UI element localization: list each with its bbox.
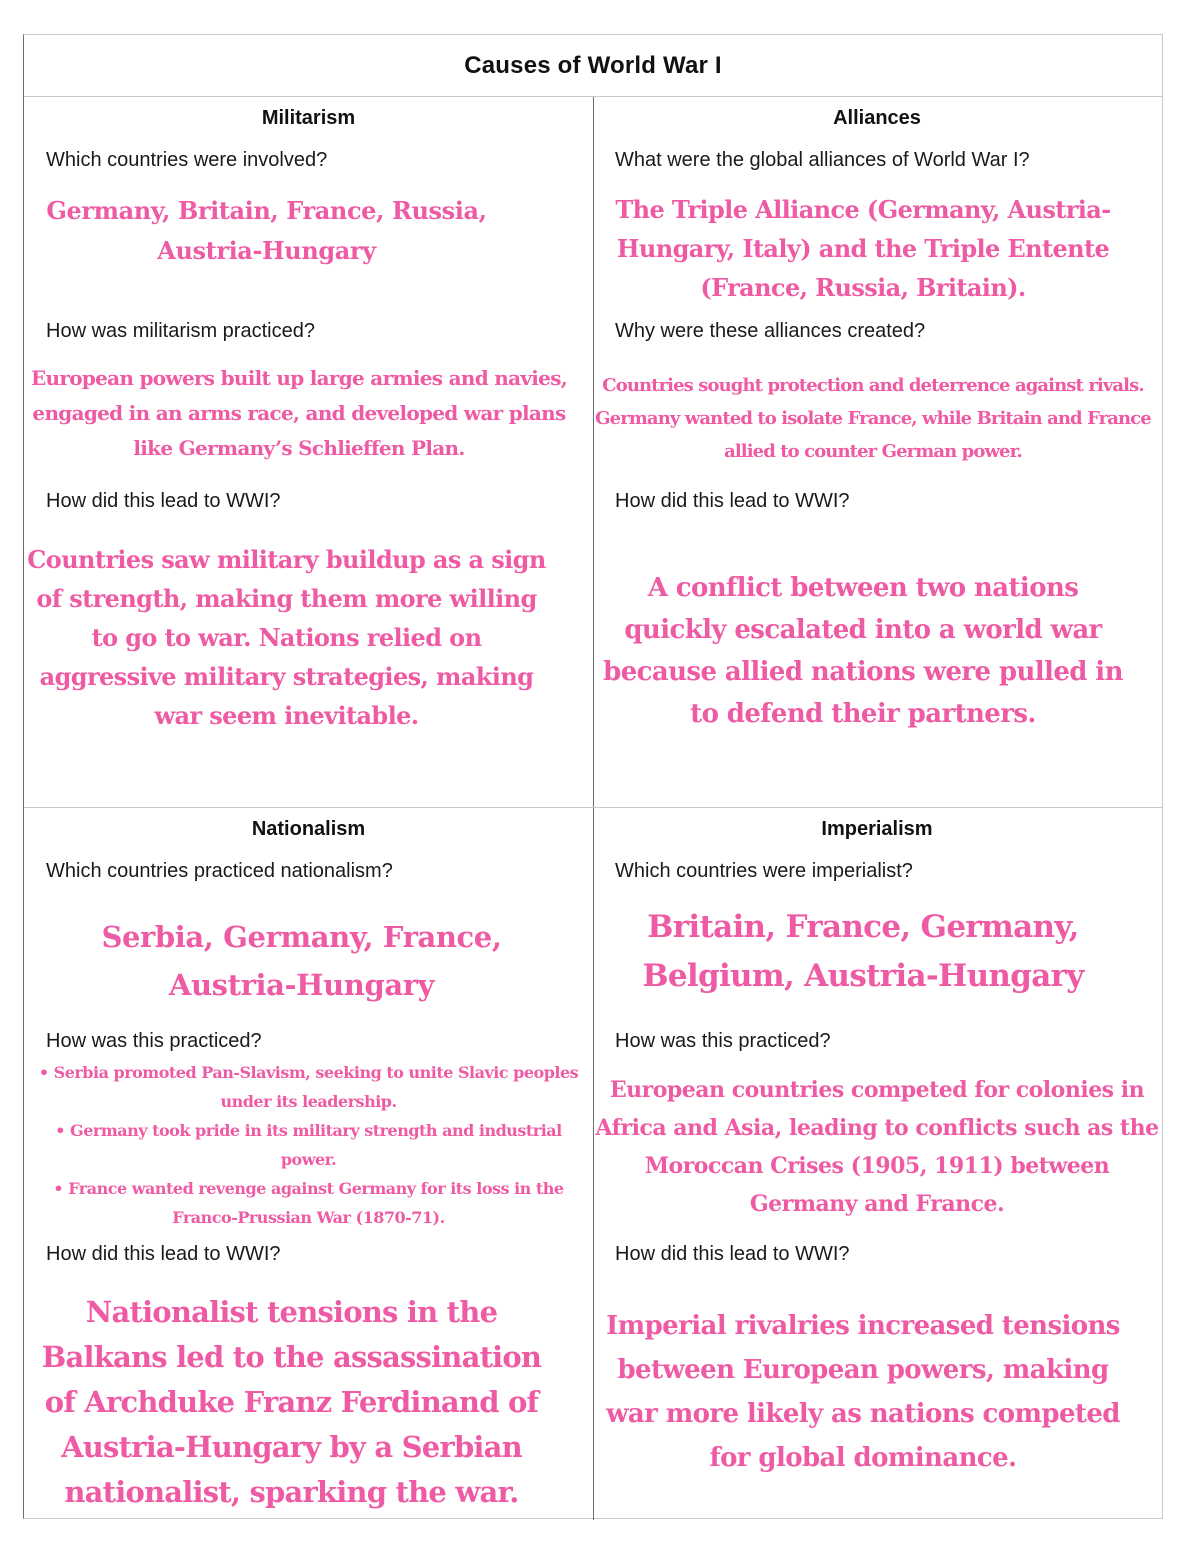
militarism-answer-2: European powers built up large armies and navies, engaged in an arms race, and developed war plans like Germany’s Schlieffen Plan. [30, 366, 568, 460]
nationalism-heading: Nationalism [251, 818, 366, 840]
alliances-section [593, 97, 1161, 807]
nationalism-question-1: Which countries practiced nationalism? [46, 860, 393, 882]
list-item: • Germany took pride in its military strength and industrial power. [55, 1121, 562, 1169]
nationalism-bullet-list [36, 1058, 581, 1232]
nationalism-answer-3: Nationalist tensions in the Balkans led to the assassination of Archduke Franz Ferdinand of Austria-Hungary by a Serbian nationalist, sparking the war. [41, 1295, 542, 1509]
alliances-answer-2: Countries sought protection and deterrence against rivals. Germany wanted to isolate France, while Britain and France allied to counter German power. [595, 375, 1151, 462]
imperialism-question-3: How did this lead to WWI? [615, 1243, 850, 1265]
militarism-section [24, 97, 593, 807]
militarism-answer-1: Germany, Britain, France, Russia, Austria-Hungary [46, 196, 487, 265]
list-item: • Serbia promoted Pan-Slavism, seeking to unite Slavic peoples under its leadership. [38, 1063, 579, 1111]
militarism-question-3: How did this lead to WWI? [46, 490, 281, 512]
nationalism-answer-1: Serbia, Germany, France, Austria-Hungary [101, 920, 502, 1002]
imperialism-section [593, 807, 1161, 1520]
nationalism-question-3: How did this lead to WWI? [46, 1243, 281, 1265]
imperialism-question-2: How was this practiced? [615, 1030, 831, 1052]
causes-worksheet [23, 34, 1163, 1519]
nationalism-question-2: How was this practiced? [46, 1030, 262, 1052]
militarism-heading: Militarism [261, 107, 356, 129]
militarism-question-1: Which countries were involved? [46, 149, 328, 171]
nationalism-section [24, 807, 593, 1520]
imperialism-heading: Imperialism [821, 818, 933, 840]
list-item: • France wanted revenge against Germany for its loss in the Franco-Prussian War (1870-71). [53, 1179, 564, 1227]
alliances-heading: Alliances [833, 107, 921, 129]
alliances-answer-1: The Triple Alliance (Germany, Austria-Hungary, Italy) and the Triple Entente (France, Russia, Britain). [615, 195, 1111, 302]
alliances-question-1: What were the global alliances of World War I? [615, 149, 1030, 171]
alliances-question-3: How did this lead to WWI? [615, 490, 850, 512]
militarism-question-2: How was militarism practiced? [46, 320, 315, 342]
imperialism-question-1: Which countries were imperialist? [615, 860, 913, 882]
page-title: Causes of World War I [464, 51, 722, 79]
alliances-question-2: Why were these alliances created? [615, 320, 926, 342]
alliances-answer-3: A conflict between two nations quickly escalated into a world war because allied nations were pulled in to defend their partners. [603, 573, 1123, 729]
militarism-answer-3: Countries saw military buildup as a sign of strength, making them more willing to go to war. Nations relied on aggressive military strategies, making war seem inevitable. [27, 545, 546, 730]
imperialism-answer-2: European countries competed for colonies in Africa and Asia, leading to conflicts such as the Moroccan Crises (1905, 1911) between Germany and France. [595, 1077, 1159, 1217]
imperialism-answer-1: Britain, France, Germany, Belgium, Austria-Hungary [642, 909, 1084, 994]
imperialism-answer-3: Imperial rivalries increased tensions between European powers, making war more likely as nations competed for global dominance. [606, 1311, 1120, 1473]
title-row [24, 35, 1162, 97]
